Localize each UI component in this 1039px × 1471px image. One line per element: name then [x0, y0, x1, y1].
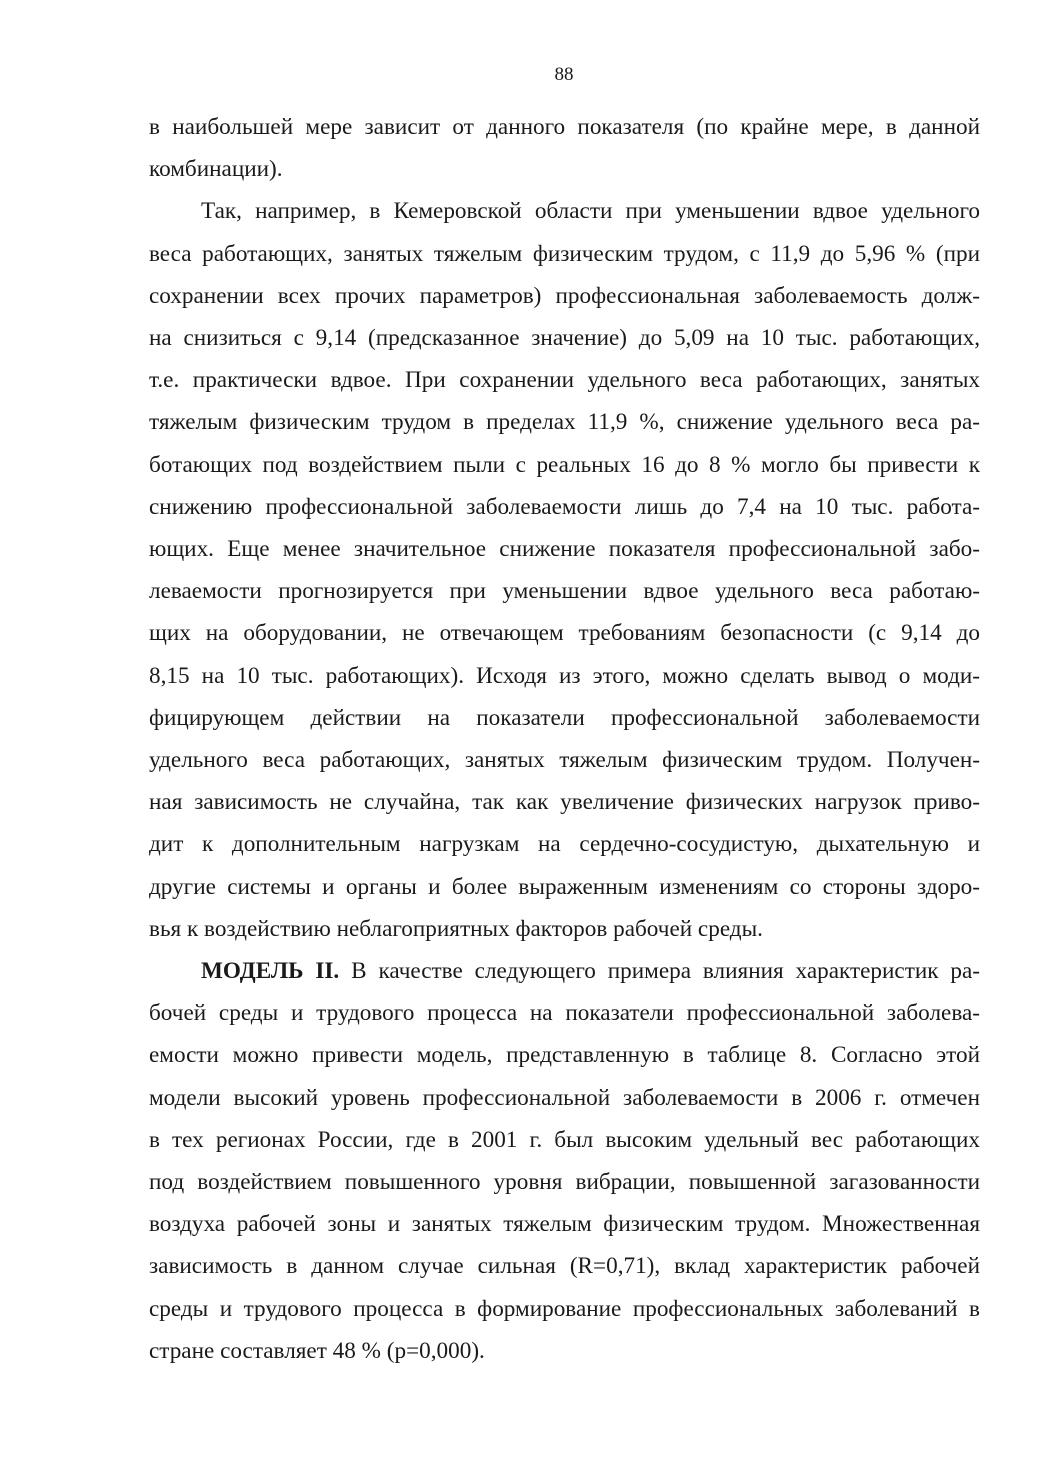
text-line: леваемости прогнозируется при уменьшении вдвое удельного веса работаю- — [149, 578, 980, 605]
text-line: модели высокий уровень профессиональной заболеваемости в 2006 г. отмечен — [149, 1084, 980, 1111]
text-line: сохранении всех прочих параметров) профессиональная заболеваемость долж- — [149, 282, 980, 309]
text-line: Так, например, в Кемеровской области при уменьшении вдвое удельного — [201, 198, 980, 225]
text-line: 8,15 на 10 тыс. работающих). Исходя из этого, можно сделать вывод о моди- — [149, 662, 980, 689]
text-line: зависимость в данном случае сильная (R=0,71), вклад характеристик рабочей — [149, 1253, 980, 1280]
text-line: ная зависимость не случайна, так как увеличение физических нагрузок приво- — [149, 789, 980, 816]
text-line: среды и трудового процесса в формирование профессиональных заболеваний в — [149, 1295, 980, 1322]
paragraph-3 — [149, 950, 980, 1372]
text-line: под воздействием повышенного уровня вибрации, повышенной загазованности — [149, 1169, 980, 1196]
paragraph-1 — [149, 106, 980, 190]
paragraph-2 — [149, 190, 980, 950]
text-line: емости можно привести модель, представленную в таблице 8. Согласно этой — [149, 1042, 980, 1069]
page-number: 88 — [554, 64, 574, 85]
text-line: в тех регионах России, где в 2001 г. был высоким удельный вес работающих — [149, 1126, 980, 1153]
text-line: в наибольшей мере зависит от данного показателя (по крайне мере, в данной — [149, 114, 980, 140]
text-line: дит к дополнительным нагрузкам на сердечно-сосудистую, дыхательную и — [149, 831, 980, 858]
body-text — [149, 106, 980, 1372]
text-line: снижению профессиональной заболеваемости лишь до 7,4 на 10 тыс. работа- — [149, 493, 980, 520]
text-line: щих на оборудовании, не отвечающем требованиям безопасности (с 9,14 до — [149, 620, 980, 647]
text-line: стране составляет 48 % (р=0,000). — [149, 1337, 485, 1364]
text-line — [149, 950, 980, 992]
text-line: удельного веса работающих, занятых тяжелым физическим трудом. Получен- — [149, 747, 980, 774]
text-line: т.е. практически вдвое. При сохранении удельного веса работающих, занятых — [149, 367, 980, 394]
text-fragment: В качестве следующего примера влияния характеристик ра- — [339, 958, 980, 985]
text-line: фицирующем действии на показатели профессиональной заболеваемости — [149, 704, 980, 731]
text-line: ющих. Еще менее значительное снижение показателя профессиональной забо- — [149, 536, 980, 563]
text-line: другие системы и органы и более выраженным изменениям со стороны здоро- — [149, 873, 980, 900]
text-line: ботающих под воздействием пыли с реальных 16 до 8 % могло бы привести к — [149, 451, 980, 478]
text-line: на снизиться с 9,14 (предсказанное значение) до 5,09 на 10 тыс. работающих, — [149, 325, 980, 352]
text-line: тяжелым физическим трудом в пределах 11,9 %, снижение удельного веса ра- — [149, 409, 980, 436]
text-line: вья к воздействию неблагоприятных факторов рабочей среды. — [149, 915, 763, 942]
text-line: комбинации). — [149, 156, 283, 183]
text-line: воздуха рабочей зоны и занятых тяжелым физическим трудом. Множественная — [149, 1211, 980, 1238]
text-line: бочей среды и трудового процесса на показатели профессиональной заболева- — [149, 1000, 980, 1027]
text-line: веса работающих, занятых тяжелым физическим трудом, с 11,9 до 5,96 % (при — [149, 240, 980, 267]
model-heading: МОДЕЛЬ II. — [201, 958, 340, 985]
